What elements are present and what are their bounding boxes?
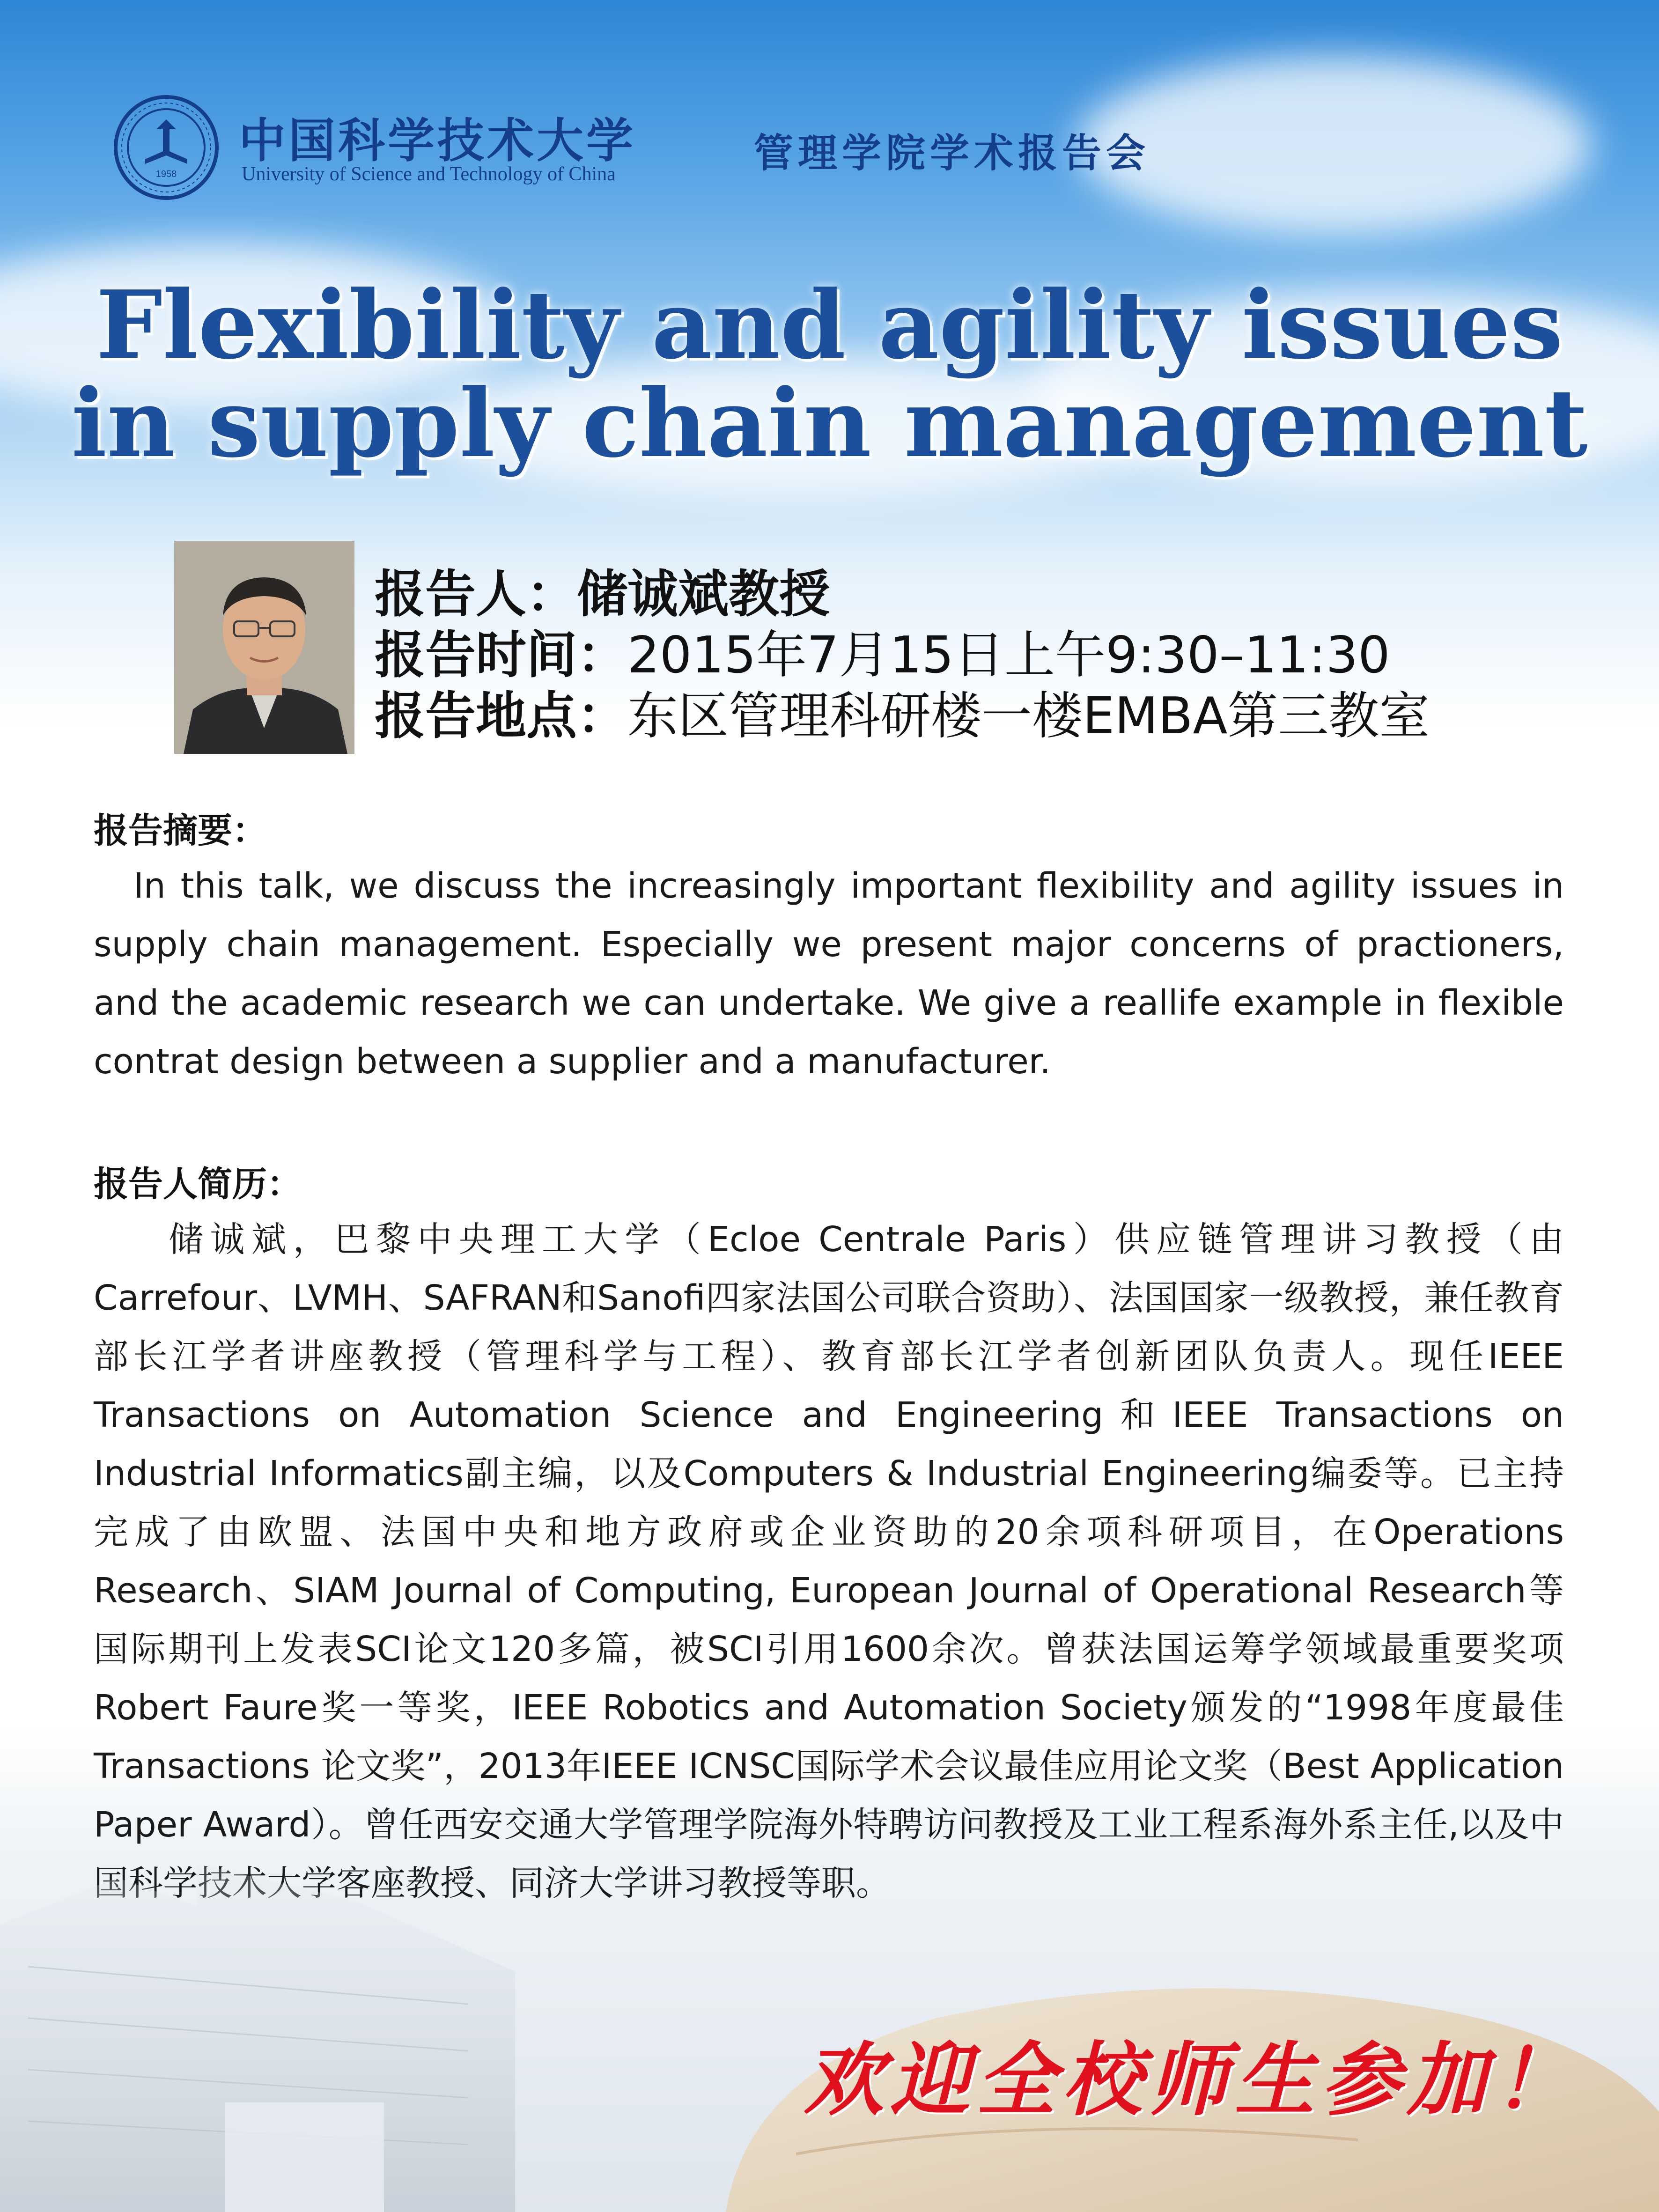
bio-heading: 报告人简历： bbox=[94, 1164, 302, 1204]
cloud-decoration bbox=[1077, 56, 1592, 234]
logo-year: 1958 bbox=[155, 169, 177, 179]
time-label: 报告时间： bbox=[375, 626, 628, 685]
school-name-en: University of Science and Technology of China bbox=[242, 163, 616, 185]
talk-title-line2: in supply chain management bbox=[71, 369, 1588, 479]
time-row bbox=[375, 625, 1430, 686]
speaker-value: 储诚斌教授 bbox=[577, 565, 830, 624]
talk-title bbox=[0, 270, 1659, 479]
speaker-row bbox=[375, 564, 1430, 625]
header bbox=[112, 89, 1150, 201]
abstract-heading: 报告摘要： bbox=[94, 811, 267, 851]
location-label: 报告地点： bbox=[375, 687, 628, 745]
abstract-body: In this talk, we discuss the increasingly important flexibility and agility issues in supply chain management. Especially we present major concerns of practioners, and the academic research we can undertake. We give a reallife example in flexible contrat design between a supplier and a manufacturer. bbox=[94, 866, 1564, 1082]
talk-title-line1: Flexibility and agility issues bbox=[96, 270, 1563, 380]
forum-name: 管理学院学术报告会 bbox=[754, 130, 1150, 176]
welcome-slogan: 欢迎全校师生参加！ bbox=[804, 2033, 1579, 2127]
talk-info bbox=[375, 564, 1430, 747]
speaker-photo bbox=[174, 541, 354, 754]
bio-body: 储诚斌，巴黎中央理工大学（Ecloe Centrale Paris）供应链管理讲习教授（由Carrefour、LVMH、SAFRAN和Sanofi四家法国公司联合资助）、法国国家一级教授，兼任教育部长江学者讲座教授（管理科学与工程）、教育部长江学者创新团队负责人。现任IEEE Transactions on Automation Science and Engineering和IEEE Transactions on Industrial Informatics副主编，以及Computers & Industrial Engineering编委等。已主持完成了由欧盟、法国中央和地方政府或企业资助的20余项科研项目，在Operations Research、SIAM Journal of Computing, European Journal of Operational Research等国际期刊上发表SCI论文120多篇，被SCI引用1600余次。曾获法国运筹学领域最重要奖项Robert Faure奖一等奖，IEEE Robotics and Automation Society颁发的“1998年度最佳 Transactions 论文奖”，2013年IEEE ICNSC国际学术会议最佳应用论文奖（Best Application Paper Award）。曾任西安交通大学管理学院海外特聘访问教授及工业工程系海外系主任,以及中国科学技术大学客座教授、同济大学讲习教授等职。 bbox=[94, 1219, 1564, 1903]
university-seal-logo bbox=[112, 94, 220, 201]
speaker-label: 报告人： bbox=[375, 565, 577, 624]
school-name-cn: 中国科学技术大学 bbox=[239, 113, 636, 168]
time-value: 2015年7月15日上午9:30–11:30 bbox=[627, 626, 1390, 685]
location-row bbox=[375, 686, 1430, 747]
location-value: 东区管理科研楼一楼EMBA第三教室 bbox=[627, 687, 1430, 745]
